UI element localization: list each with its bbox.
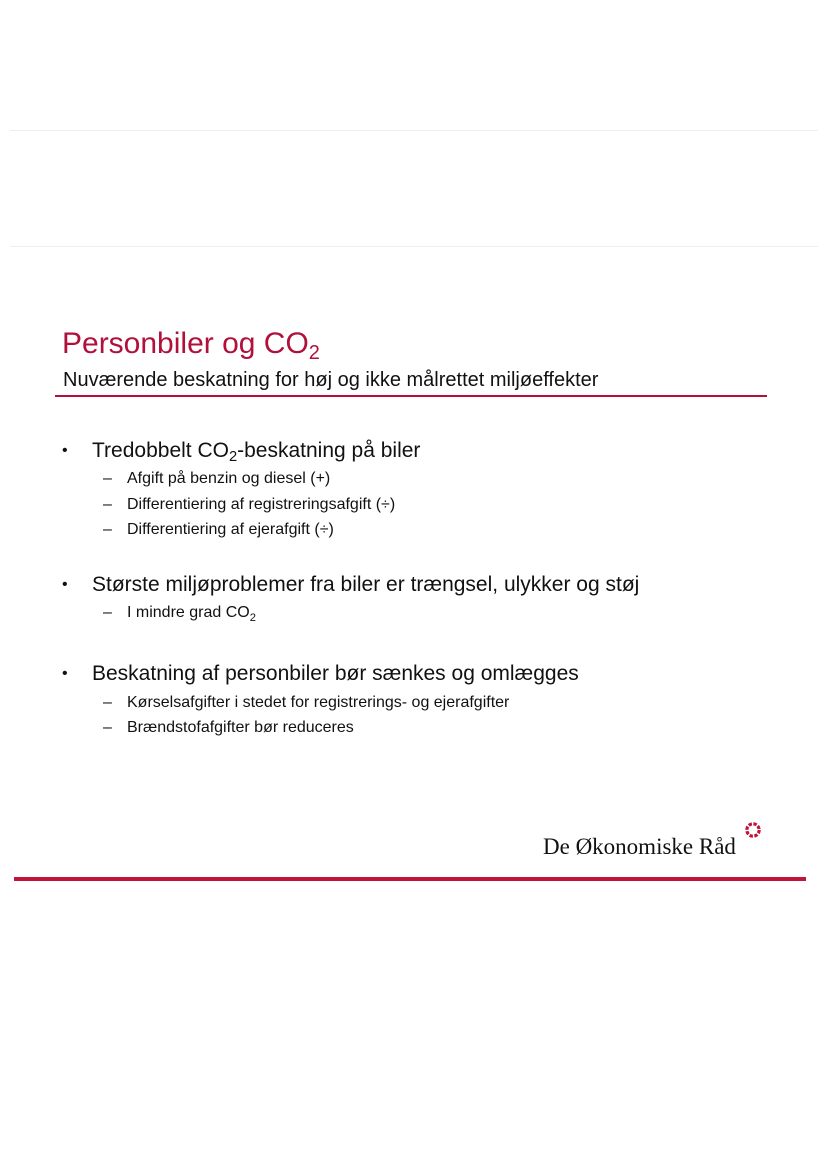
sub-bullet-text: Kørselsafgifter i stedet for registrerings- og ejerafgifter [127,694,510,711]
bullet-item [62,437,420,465]
title-divider [55,395,767,397]
bullet-text: Tredobbelt CO [92,439,229,462]
slide-title [62,326,320,362]
dash-icon: – [103,604,112,621]
scan-artifact-line [10,130,818,131]
sub-bullet-text: Differentiering af registreringsafgift (÷) [127,496,396,513]
dash-icon: – [103,521,112,538]
scan-artifact-line [10,246,818,247]
sub-bullet-item [103,519,334,541]
dash-icon: – [103,496,112,513]
bullet-item [62,660,579,688]
sub-bullet-text: Brændstofafgifter bør reduceres [127,719,354,736]
bullet-text: Beskatning af personbiler bør sænkes og omlægges [92,662,579,685]
dash-icon: – [103,719,112,736]
bullet-subscript: 2 [228,449,238,465]
dash-icon: – [103,694,112,711]
bullet-icon: • [62,665,68,682]
organization-logo-text: De Økonomiske Råd [543,834,736,859]
dash-icon: – [103,470,112,487]
sub-bullet-text: I mindre grad CO [127,604,250,621]
bullet-icon: • [62,576,68,593]
bullet-item [62,571,639,599]
sub-bullet-item [103,494,395,516]
footer-divider [14,877,806,881]
bullet-text: -beskatning på biler [237,439,421,462]
sub-bullet-text: Differentiering af ejerafgift (÷) [127,521,334,538]
slide-subtitle: Nuværende beskatning for høj og ikke målrettet miljøeffekter [63,369,599,391]
sub-bullet-item [103,717,354,739]
sub-bullet-item [103,602,256,624]
sub-bullet-item [103,468,330,490]
slide-title-text: Personbiler og CO [62,327,309,360]
logo-mark-icon [745,822,761,838]
sub-bullet-text: Afgift på benzin og diesel (+) [127,470,331,487]
sub-bullet-item [103,692,509,714]
slide-title-subscript: 2 [308,342,320,364]
bullet-icon: • [62,442,68,459]
bullet-text: Største miljøproblemer fra biler er trængsel, ulykker og støj [92,573,640,596]
sub-bullet-subscript: 2 [249,612,256,624]
